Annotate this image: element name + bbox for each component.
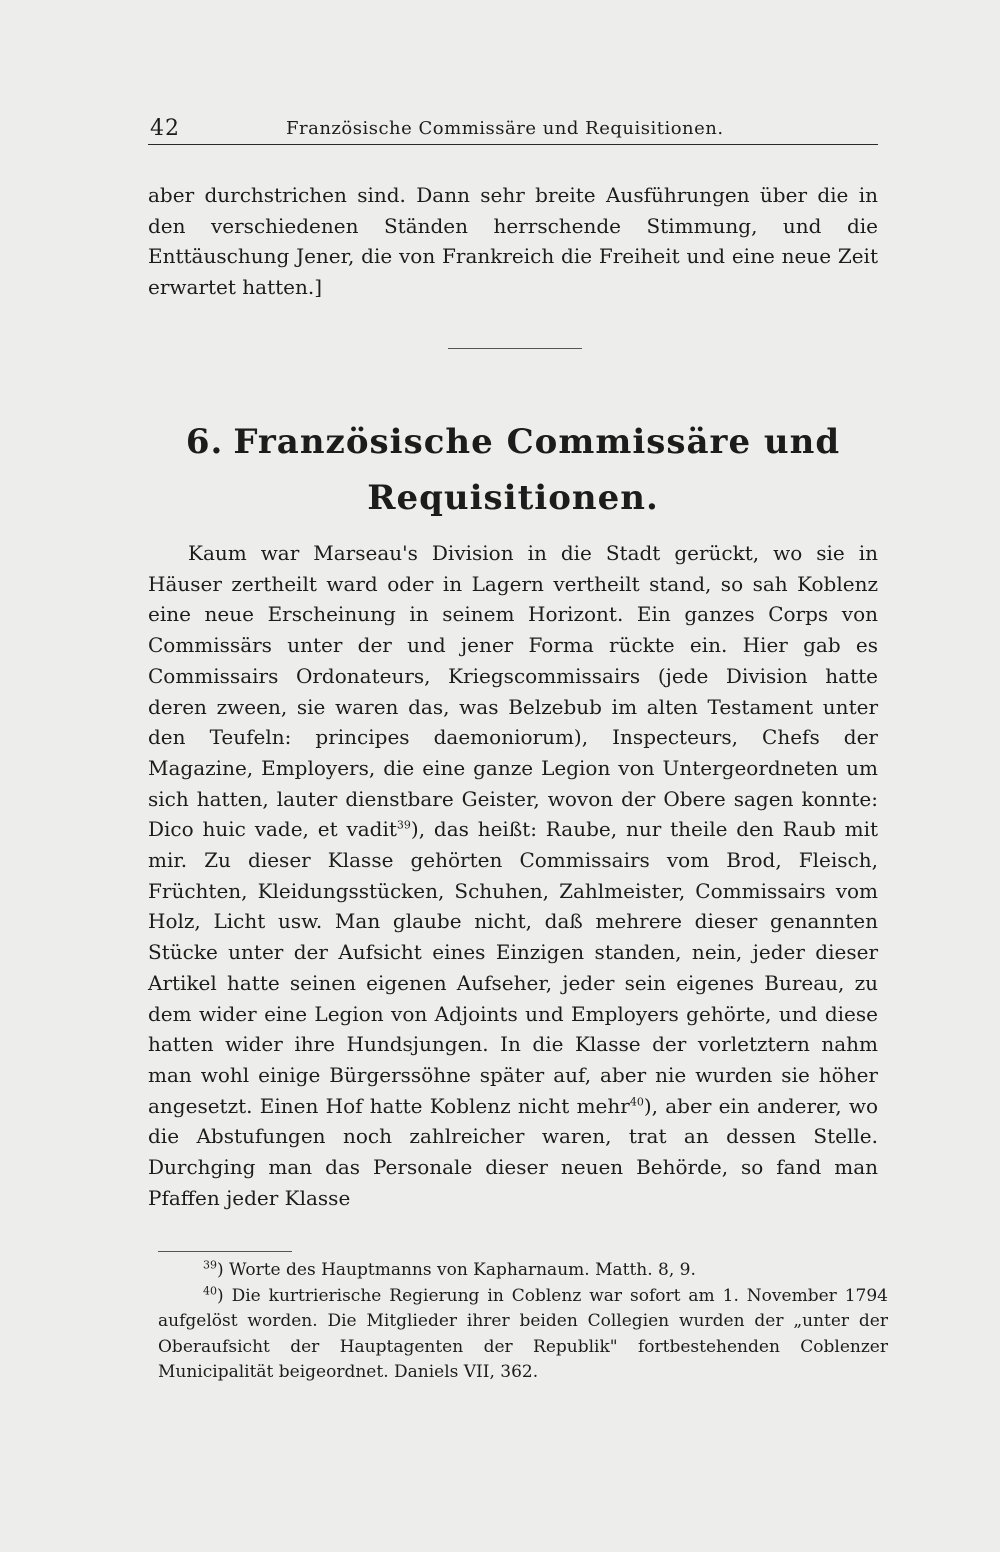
footnote-40 (158, 1284, 888, 1386)
section-separator (448, 348, 582, 349)
footnote-rule (158, 1251, 292, 1252)
footnote-text-39: ) Worte des Hauptmanns von Kapharnaum. Matth. 8, 9. (217, 1260, 696, 1280)
footnotes (158, 1258, 888, 1386)
body-text-part3: ), aber ein anderer, wo die Abstufungen noch zahlreicher waren, trat an dessen Stelle. Durchging man das Personale dieser neuen Behörde, so fand man Pfaffen jeder Klasse (148, 1093, 878, 1210)
footnote-39 (158, 1258, 888, 1284)
footnote-ref-39: 39 (396, 818, 411, 832)
footnote-marker-40: 40 (203, 1283, 217, 1297)
running-head (148, 112, 878, 145)
footnote-text-40: ) Die kurtrierische Regierung in Coblenz war sofort am 1. November 1794 aufgelöst worden. Die Mitglieder ihrer beiden Collegien wurden der „unter der Oberaufsicht der Hauptagenten der Republik" fortbestehenden Coblenzer Municipalität beigeordnet. Daniels VII, 362. (158, 1285, 888, 1382)
chapter-heading (148, 414, 878, 526)
chapter-number: 6. (185, 422, 224, 462)
body-text-part1: Kaum war Marseau's Division in die Stadt gerückt, wo sie in Häuser zertheilt ward oder in Lagern vertheilt stand, so sah Koblenz eine neue Erscheinung in seinem Horizont. Ein ganzes Corps von Commissärs unter der und jener Forma rückte ein. Hier gab es Commissairs Ordonateurs, Kriegscommissairs (jede Division hatte deren zween, sie waren das, was Belzebub im alten Testament unter den Teufeln: principes daemoniorum), Inspecteurs, Chefs der Magazine, Employers, die eine ganze Legion von Untergeordneten um sich hatten, lauter dienstbare Geister, wovon der Obere sagen konnte: Dico huic vade, et vadit (148, 541, 878, 842)
chapter-title: Französische Commissäre und Requisitionen. (233, 422, 841, 518)
running-title: Französische Commissäre und Requisitionen. (286, 118, 724, 139)
footnote-ref-40: 40 (629, 1095, 644, 1108)
footnote-marker-39: 39 (203, 1258, 217, 1272)
body-text-part2: ), das heißt: Raube, nur theile den Raub mit mir. Zu dieser Klasse gehörten Commissairs vom Brod, Fleisch, Früchten, Kleidungsstücken, Schuhen, Zahlmeister, Commissairs vom Holz, Licht usw. Man glaube nicht, daß mehrere dieser genannten Stücke unter der Aufsicht eines Einzigen standen, nein, jeder dieser Artikel hatte seinen eigenen Aufseher, jeder sein eigenes Bureau, zu dem wider eine Legion von Adjoints und Employers gehörte, und diese hatten wider ihre Hundsjungen. In die Klasse der vorletztern nahm man wohl einige Bürgerssöhne später auf, aber nie wurden sie höher angesetzt. Einen Hof hatte Koblenz nicht mehr (148, 817, 879, 1118)
previous-paragraph: aber durchstrichen sind. Dann sehr breite Ausführungen über die in den verschiedenen Ständen herrschende Stimmung, und die Enttäuschung Jener, die von Frankreich die Freiheit und eine neue Zeit erwartet hatten.] (148, 183, 878, 299)
body-paragraph (148, 538, 878, 1213)
page-number: 42 (150, 116, 180, 141)
